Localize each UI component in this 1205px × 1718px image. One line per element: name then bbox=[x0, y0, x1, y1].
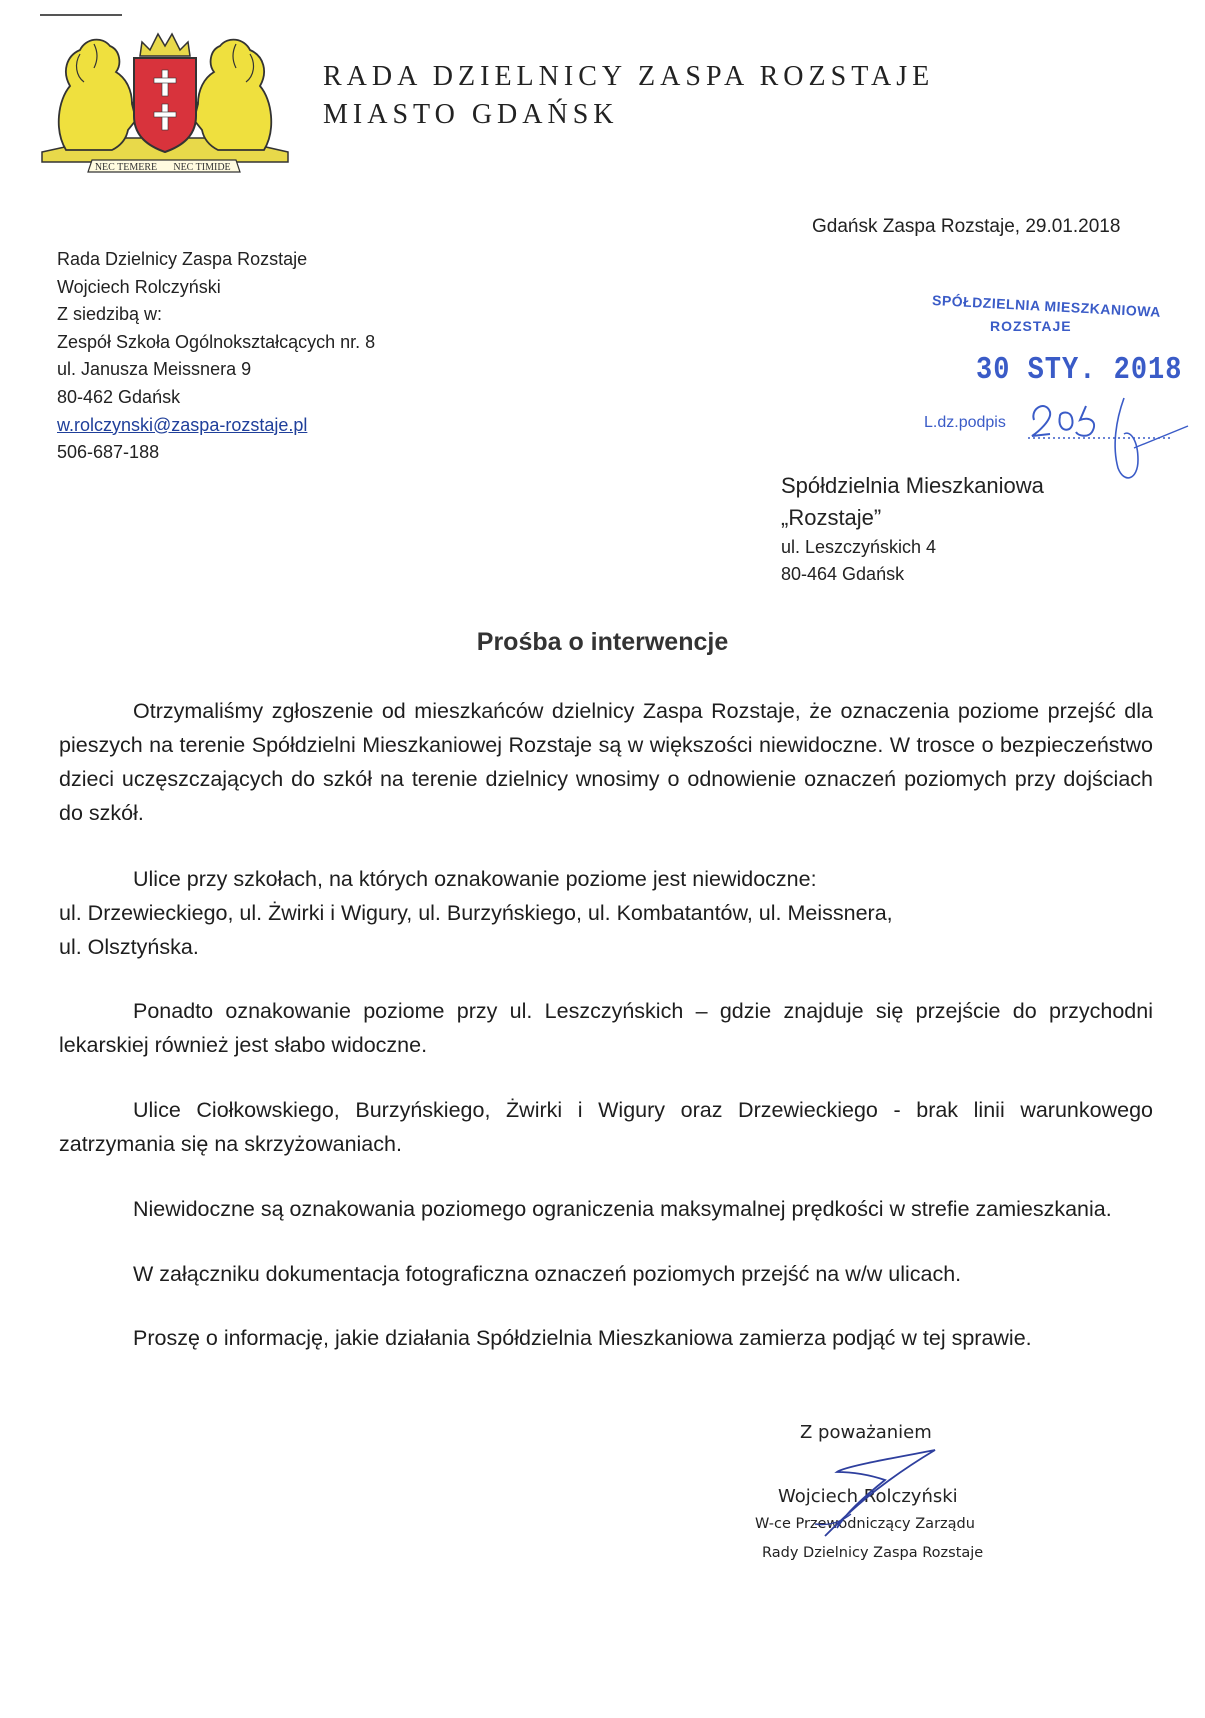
stamp-handwriting bbox=[1020, 390, 1190, 502]
registry-stamp bbox=[920, 292, 1190, 492]
sender-seat: Zespół Szkoła Ogólnokształcących nr. 8 bbox=[57, 331, 376, 352]
body-paragraph-6: W załączniku dokumentacja fotograficzna oznaczeń poziomych przejść na w/w ulicach. bbox=[133, 1262, 962, 1286]
body-paragraph-2-streets-end: ul. Olsztyńska. bbox=[59, 935, 199, 959]
stamp-ldz-label: L.dz.podpis bbox=[924, 414, 1006, 431]
letter-title: Prośba o interwencje bbox=[476, 628, 729, 656]
letterhead-line-1: RADA DZIELNICY ZASPA ROZSTAJE bbox=[323, 61, 935, 92]
signature-closing: Z poważaniem bbox=[800, 1422, 932, 1443]
signer-org: Rady Dzielnicy Zaspa Rozstaje bbox=[762, 1545, 984, 1561]
letter-date: Gdańsk Zaspa Rozstaje, 29.01.2018 bbox=[812, 216, 1121, 237]
sender-name: Wojciech Rolczyński bbox=[57, 276, 221, 297]
recipient-block bbox=[781, 470, 1044, 588]
body-paragraph-7: Proszę o informację, jakie działania Spółdzielnia Mieszkaniowa zamierza podjąć w tej sprawie. bbox=[133, 1326, 1032, 1350]
stamp-line-2: ROZSTAJE bbox=[990, 318, 1072, 334]
top-rule bbox=[40, 14, 122, 16]
recipient-line-2: „Rozstaje” bbox=[781, 505, 882, 530]
gdansk-coat-of-arms-logo bbox=[36, 20, 294, 182]
crest-ribbon-left-text: NEC TEMERE bbox=[94, 162, 158, 173]
body-paragraph-1: Otrzymaliśmy zgłoszenie od mieszkańców dzielnicy Zaspa Rozstaje, że oznaczenia poziome przejść dla pieszych na terenie Spółdzielni Mieszkaniowej Rozstaje są w większości niewidoczne. W trosce o bezpieczeństwo dzieci uczęszczających do szkół na terenie dzielnicy wnosimy o odnowienie oznaczeń poziomych przy dojściach do szkół. bbox=[59, 699, 1153, 825]
sender-city: 80-462 Gdańsk bbox=[57, 386, 181, 407]
sender-seat-label: Z siedzibą w: bbox=[57, 304, 163, 325]
recipient-city: 80-464 Gdańsk bbox=[781, 564, 905, 584]
signer-name: Wojciech Rolczyński bbox=[778, 1486, 958, 1507]
body-paragraph-5: Niewidoczne są oznakowania poziomego ograniczenia maksymalnej prędkości w strefie zamieszkania. bbox=[133, 1197, 1112, 1221]
letterhead-line-2: MIASTO GDAŃSK bbox=[323, 99, 619, 130]
stamp-line-1: SPÓŁDZIELNIA MIESZKANIOWA bbox=[931, 292, 1162, 320]
body-paragraph-2-intro: Ulice przy szkołach, na których oznakowanie poziome jest niewidoczne: bbox=[133, 867, 817, 891]
recipient-street: ul. Leszczyńskich 4 bbox=[781, 537, 937, 557]
letter-body bbox=[59, 694, 1153, 1355]
sender-email-link[interactable]: w.rolczynski@zaspa-rozstaje.pl bbox=[57, 414, 308, 435]
sender-block bbox=[57, 246, 375, 467]
recipient-line-1: Spółdzielnia Mieszkaniowa bbox=[781, 473, 1044, 498]
sender-org: Rada Dzielnicy Zaspa Rozstaje bbox=[57, 249, 308, 269]
body-paragraph-2-streets: ul. Drzewieckiego, ul. Żwirki i Wigury, ul. Burzyńskiego, ul. Kombatantów, ul. Meissnera, bbox=[59, 901, 893, 925]
signer-role: W-ce Przewodniczący Zarządu bbox=[755, 1516, 975, 1532]
stamp-date: 30 STY. 2018 bbox=[976, 353, 1183, 389]
sender-phone: 506-687-188 bbox=[57, 442, 160, 463]
body-paragraph-3: Ponadto oznakowanie poziome przy ul. Leszczyńskich – gdzie znajduje się przejście do przychodni lekarskiej również jest słabo widoczne. bbox=[59, 999, 1153, 1057]
handwritten-signature bbox=[785, 1436, 955, 1556]
body-paragraph-4: Ulice Ciołkowskiego, Burzyńskiego, Żwirki i Wigury oraz Drzewieckiego - brak linii warunkowego zatrzymania się na skrzyżowaniach. bbox=[59, 1098, 1153, 1156]
sender-street: ul. Janusza Meissnera 9 bbox=[57, 359, 252, 380]
letterhead bbox=[323, 58, 934, 134]
crest-ribbon-right-text: NEC TIMIDE bbox=[173, 162, 231, 173]
